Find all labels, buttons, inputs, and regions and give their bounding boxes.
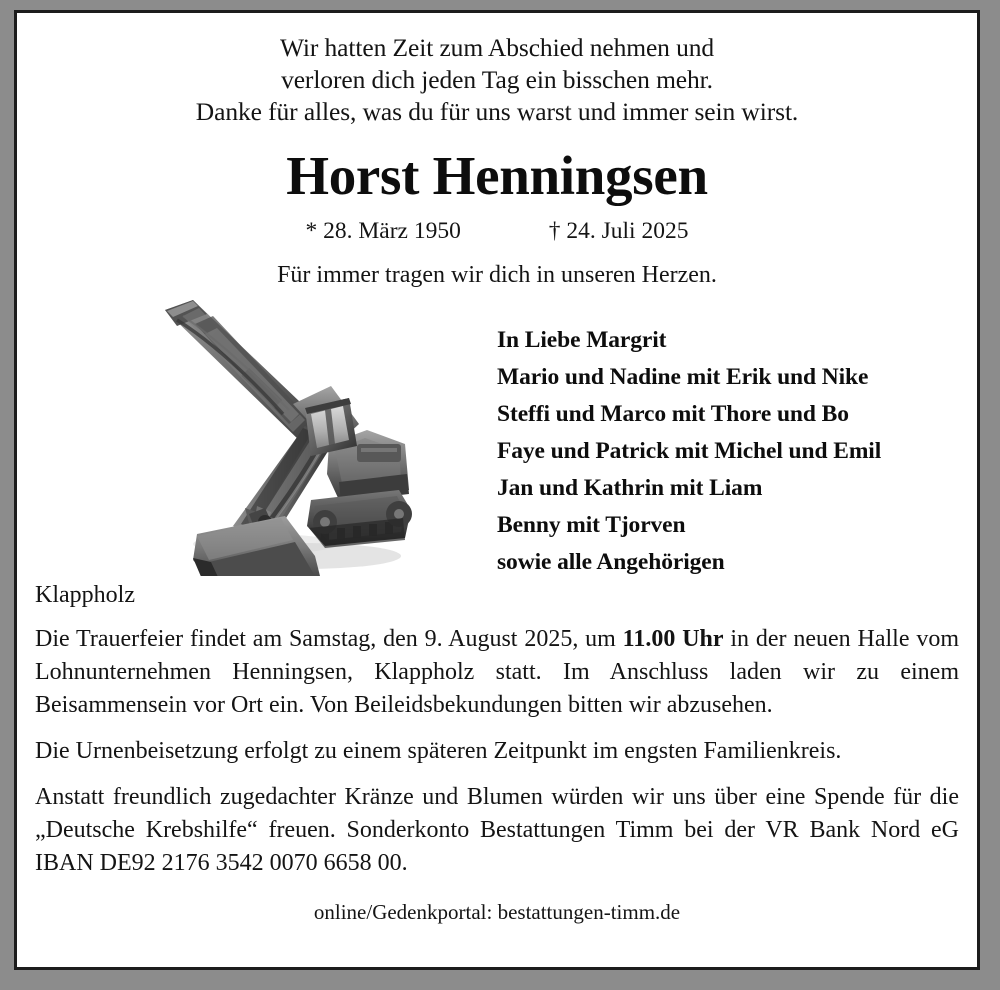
epitaph-line-2: verloren dich jeden Tag ein bisschen mehr. — [281, 65, 713, 94]
epitaph-line-3: Danke für alles, was du für uns warst und immer sein wirst. — [195, 97, 799, 126]
urn-paragraph: Die Urnenbeisetzung erfolgt zu einem späteren Zeitpunkt im engsten Familienkreis. — [35, 738, 842, 764]
deceased-name: Horst Henningsen — [286, 145, 708, 206]
excavator-photo — [153, 294, 415, 576]
service-text-after: in der neuen Halle vom Lohnunternehmen Henningsen, Klappholz statt. Im Anschluss laden wir zu einem Beisammensein vor Ort ein. Von Beileidsbekundungen bitten wir abzusehen. — [35, 626, 959, 718]
death-date: † 24. Juli 2025 — [548, 218, 689, 244]
service-text-before: Die Trauerfeier findet am Samstag, den 9. August 2025, um — [35, 626, 623, 652]
obituary-notice-card — [14, 10, 980, 970]
birth-date: * 28. März 1950 — [305, 218, 461, 244]
online-memorial-portal: online/Gedenkportal: bestattungen-timm.de — [313, 900, 681, 924]
donation-paragraph: Anstatt freundlich zugedachter Kränze und Blumen würden wir uns über eine Spende für die „Deutsche Krebshilfe“ freuen. Sonderkonto Bestattungen Timm bei der VR Bank Nord eG IBAN DE92 2176 3542 0070 6658 00. — [35, 784, 959, 876]
life-dates — [35, 216, 959, 246]
family-line: Jan und Kathrin mit Liam — [497, 475, 763, 501]
family-names-block — [497, 322, 967, 581]
epitaph-line-1: Wir hatten Zeit zum Abschied nehmen und — [279, 33, 715, 62]
service-time: 11.00 Uhr — [622, 626, 724, 652]
family-line: sowie alle Angehörigen — [497, 549, 725, 575]
image-and-family-band — [35, 294, 959, 576]
family-line: Faye und Patrick mit Michel und Emil — [497, 438, 882, 464]
family-line: Benny mit Tjorven — [497, 512, 686, 538]
place-name: Klappholz — [35, 582, 135, 608]
family-line: Steffi und Marco mit Thore und Bo — [497, 401, 849, 427]
memorial-line: Für immer tragen wir dich in unseren Herzen. — [277, 262, 717, 288]
epitaph-block — [35, 13, 959, 128]
family-line: In Liebe Margrit — [497, 327, 667, 353]
service-paragraph — [35, 623, 959, 722]
family-line: Mario und Nadine mit Erik und Nike — [497, 364, 869, 390]
